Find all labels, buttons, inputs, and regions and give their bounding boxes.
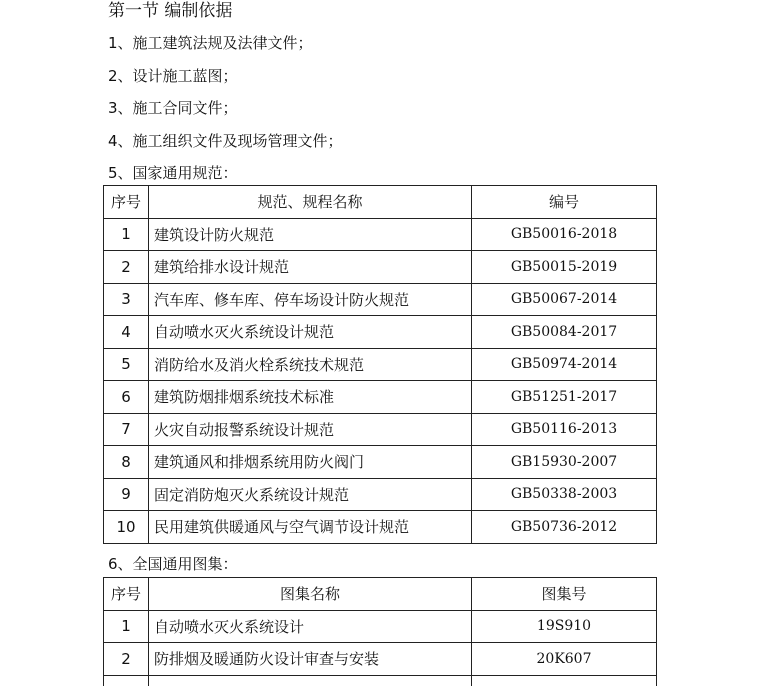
cell-index: 1 xyxy=(104,610,149,643)
cell-index xyxy=(104,675,149,686)
cell-index: 5 xyxy=(104,348,149,381)
cell-index: 1 xyxy=(104,218,149,251)
cell-index: 10 xyxy=(104,511,149,544)
cell-name: 固定消防炮灭火系统设计规范 xyxy=(149,478,472,511)
cell-code: GB50338-2003 xyxy=(472,478,657,511)
table-row xyxy=(104,218,657,251)
table-row xyxy=(104,643,657,676)
table-header-row xyxy=(104,578,657,611)
cell-name: 建筑防烟排烟系统技术标准 xyxy=(149,381,472,414)
cell-index: 2 xyxy=(104,643,149,676)
cell-name: 民用建筑供暖通风与空气调节设计规范 xyxy=(149,511,472,544)
cell-index: 2 xyxy=(104,251,149,284)
cell-code: 20K607 xyxy=(472,643,657,676)
cell-index: 6 xyxy=(104,381,149,414)
cell-code: GB50016-2018 xyxy=(472,218,657,251)
cell-name: 火灾自动报警系统设计规范 xyxy=(149,413,472,446)
table-row xyxy=(104,348,657,381)
header-atlas-name: 图集名称 xyxy=(149,578,472,611)
header-atlas-code: 图集号 xyxy=(472,578,657,611)
cell-index: 9 xyxy=(104,478,149,511)
cell-code: GB50015-2019 xyxy=(472,251,657,284)
cell-name: 建筑设计防火规范 xyxy=(149,218,472,251)
table-row xyxy=(104,316,657,349)
table-row xyxy=(104,675,657,686)
list-item-1: 1、施工建筑法规及法律文件； xyxy=(108,34,313,52)
list-item-2: 2、设计施工蓝图； xyxy=(108,67,238,85)
cell-name: 自动喷水灭火系统设计 xyxy=(149,610,472,643)
cell-name: 自动喷水灭火系统设计规范 xyxy=(149,316,472,349)
list-item-4: 4、施工组织文件及现场管理文件； xyxy=(108,132,343,150)
cell-name: 防排烟及暖通防火设计审查与安装 xyxy=(149,643,472,676)
table-row xyxy=(104,446,657,479)
cell-name: 消防给水及消火栓系统技术规范 xyxy=(149,348,472,381)
cell-code: 19S910 xyxy=(472,610,657,643)
cell-name: 建筑通风和排烟系统用防火阀门 xyxy=(149,446,472,479)
table-row xyxy=(104,251,657,284)
cell-code: GB50116-2013 xyxy=(472,413,657,446)
cell-name: 汽车库、修车库、停车场设计防火规范 xyxy=(149,283,472,316)
norms-table xyxy=(103,185,657,544)
header-index: 序号 xyxy=(104,578,149,611)
cell-code: GB50736-2012 xyxy=(472,511,657,544)
list-item-6: 6、全国通用图集： xyxy=(108,555,238,573)
list-item-5: 5、国家通用规范： xyxy=(108,164,238,182)
table-row xyxy=(104,283,657,316)
cell-name: 建筑给排水设计规范 xyxy=(149,251,472,284)
cell-code: GB50067-2014 xyxy=(472,283,657,316)
table-row xyxy=(104,381,657,414)
list-item-3: 3、施工合同文件； xyxy=(108,99,238,117)
table-row xyxy=(104,413,657,446)
header-index: 序号 xyxy=(104,186,149,219)
table-header-row xyxy=(104,186,657,219)
cell-index: 8 xyxy=(104,446,149,479)
table-row xyxy=(104,478,657,511)
atlas-table xyxy=(103,577,657,686)
cell-index: 3 xyxy=(104,283,149,316)
table-row xyxy=(104,511,657,544)
header-norm-code: 编号 xyxy=(472,186,657,219)
cell-code: GB15930-2007 xyxy=(472,446,657,479)
cell-code: GB50974-2014 xyxy=(472,348,657,381)
cell-name xyxy=(149,675,472,686)
section-title: 第一节 编制依据 xyxy=(108,1,233,21)
cell-index: 7 xyxy=(104,413,149,446)
cell-index: 4 xyxy=(104,316,149,349)
cell-code xyxy=(472,675,657,686)
cell-code: GB50084-2017 xyxy=(472,316,657,349)
header-norm-name: 规范、规程名称 xyxy=(149,186,472,219)
cell-code: GB51251-2017 xyxy=(472,381,657,414)
table-row xyxy=(104,610,657,643)
